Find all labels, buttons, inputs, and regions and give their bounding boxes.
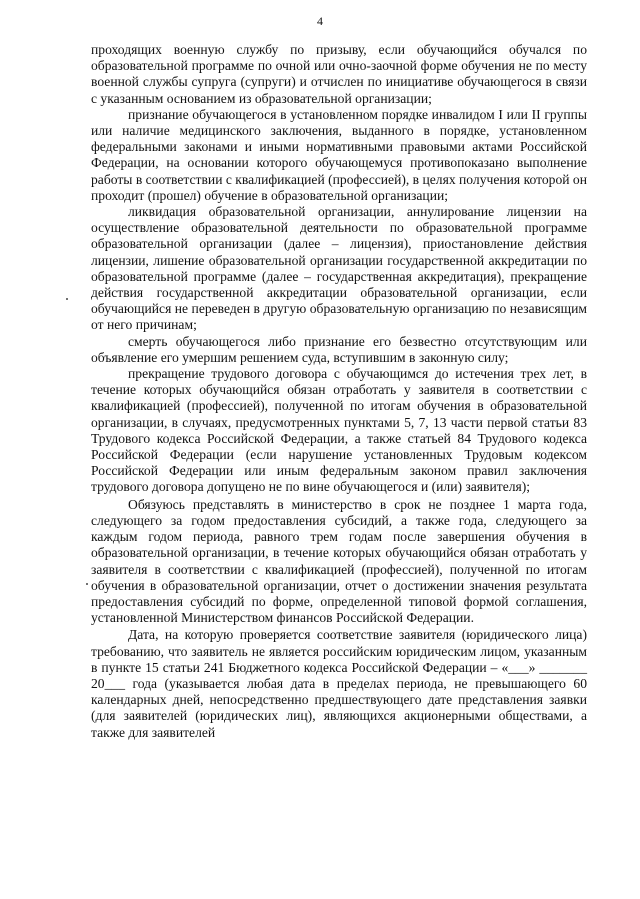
page-number: 4 — [317, 14, 323, 28]
paragraph-verification-date: Дата, на которую проверяется соответствие заявителя (юридического лица) требованию, что заявитель не является российским юридическим лицом, указанным в пункте 15 статьи 241 Бюджетного кодекса Российской Федерации – «___» _______ 20___ года (указывается любая дата в пределах периода, не превышающего 60 календарных дней, непосредственно предшествующего дате представления заявки (для заявителей (юридических лиц), являющихся акционерными обществами, а также для заявителей — [91, 627, 587, 740]
paragraph-military-service: проходящих военную службу по призыву, если обучающийся обучался по образовательной программе по очной или очно-заочной форме обучения не по месту военной службы супруга (супруги) и отчислен по инициативе обучающегося в связи с указанным основанием из образовательной организации; — [91, 42, 587, 106]
paragraph-contract-termination: прекращение трудового договора с обучающимся до истечения трех лет, в течение которых обучающийся обязан отработать у заявителя в соответствии с квалификацией (профессией), полученной по итогам обучения в образовательной организации, в случаях, предусмотренных пунктами 5, 7, 13 части первой статьи 83 Трудового кодекса Российской Федерации, а также статьей 84 Трудового кодекса Российской Федерации (если нарушение установленных Трудовым кодексом Российской Федерации или иным федеральным законом правил заключения трудового договора допущено не по вине обучающегося и (или) заявителя); — [91, 366, 587, 495]
paragraph-liquidation: ликвидация образовательной организации, аннулирование лицензии на осуществление образовательной деятельности по образовательной программе образовательной организации (далее – лицензия), приостановление действия лицензии, лишение образовательной организации государственной аккредитации по образовательной программе (далее – государственная аккредитация), прекращение действия государственной аккредитации образовательной организации, если обучающийся не переведен в другую образовательную организацию по независящим от него причинам; — [91, 204, 587, 333]
paragraph-death: смерть обучающегося либо признание его безвестно отсутствующим или объявление его умершим решением суда, вступившим в законную силу; — [91, 333, 587, 365]
paragraph-reporting-obligation: Обязуюсь представлять в министерство в срок не позднее 1 марта года, следующего за годом предоставления субсидий, а также года, следующего за каждым годом периода, равного трем годам после завершения обучения в образовательной организации, в течение которых обучающийся обязан отработать у заявителя в соответствии с квалификацией (профессией), полученной по итогам обучения в образовательной организации, отчет о достижении значения результата предоставления субсидий по форме, определенной типовой формой соглашения, установленной Министерством финансов Российской Федерации. — [91, 496, 587, 626]
scan-speck — [66, 298, 68, 300]
paragraph-disability: признание обучающегося в установленном порядке инвалидом I или II группы или наличие медицинского заключения, выданного в порядке, установленном федеральными законами и иными нормативными правовыми актами Российской Федерации, на основании которого обучающемуся противопоказано выполнение работы в соответствии с квалификацией (профессией), в целях получения которой он проходит (прошел) обучение в образовательной организации; — [91, 106, 587, 203]
document-body — [91, 42, 587, 741]
scan-speck — [86, 583, 88, 585]
